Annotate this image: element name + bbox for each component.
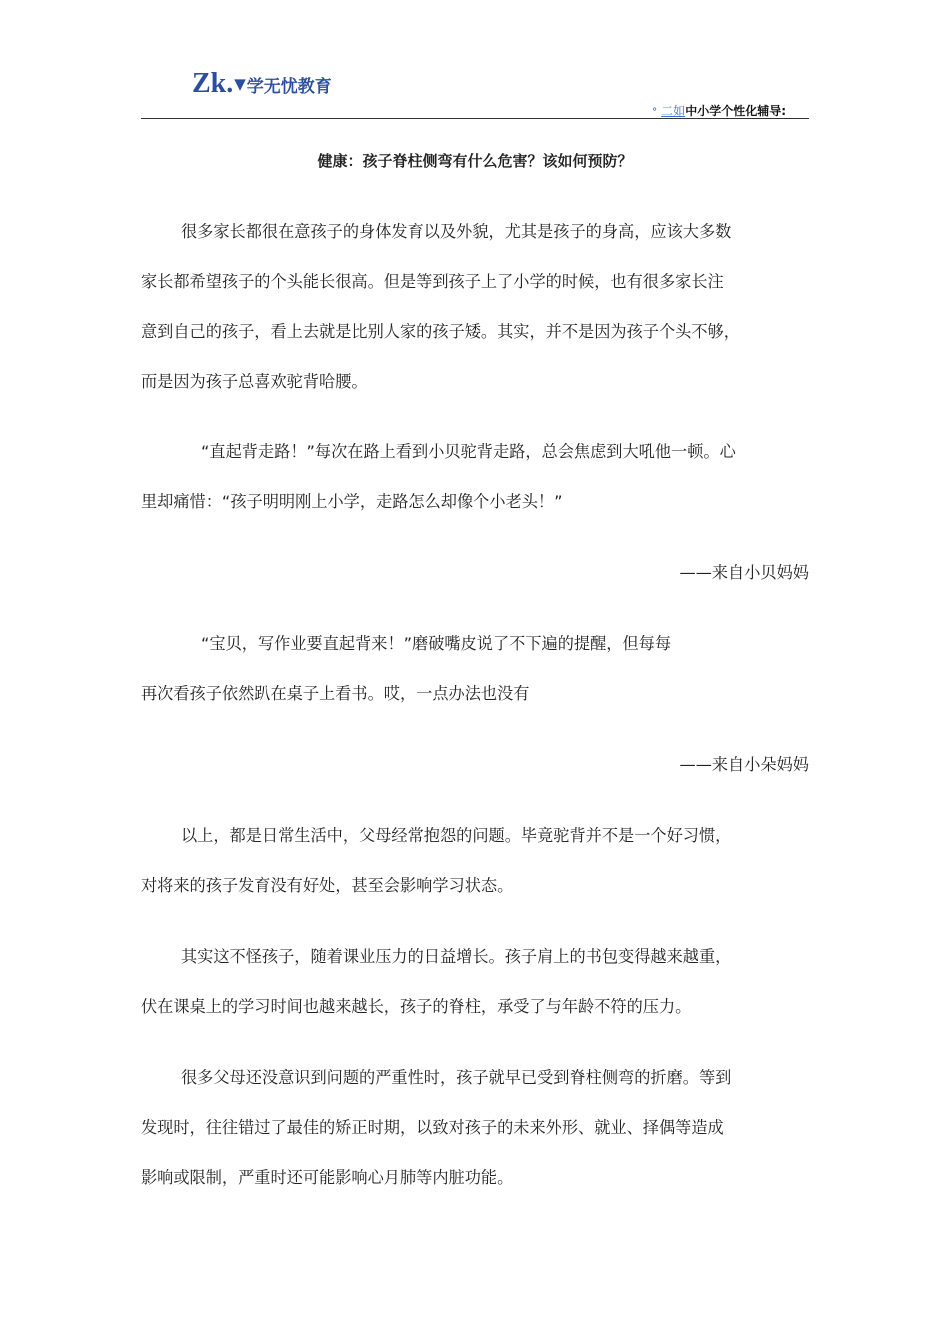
quote-xiaoduo (141, 619, 821, 719)
article-title: 健康：孩子脊柱侧弯有什么危害？该如何预防？ (317, 152, 633, 170)
header-tagline (652, 102, 786, 119)
paragraph-line: 其实这不怪孩子，随着课业压力的日益增长。孩子肩上的书包变得越来越重， (181, 947, 732, 966)
paragraph-line: 伏在课桌上的学习时间也越来越长，孩子的脊柱，承受了与年龄不符的压力。 (141, 997, 692, 1016)
paragraph-line: 发现时，往往错过了最佳的矫正时期，以致对孩子的未来外形、就业、择偶等造成 (141, 1118, 724, 1137)
paragraph-line: 而是因为孩子总喜欢驼背哈腰。 (141, 372, 368, 391)
quote-line: “宝贝，写作业要直起背来！”磨破嘴皮说了不下遍的提醒，但每每 (201, 634, 672, 653)
degree-mark: ° (652, 107, 658, 118)
brand-logo (192, 68, 332, 104)
paragraph-line: 以上，都是日常生活中，父母经常抱怨的问题。毕竟驼背并不是一个好习惯， (181, 826, 732, 845)
paragraph-intro (141, 207, 821, 407)
header-link[interactable]: 二如 (661, 104, 686, 118)
quote-xiaobei (141, 427, 821, 527)
logo-mark: Zk. (192, 68, 234, 99)
triangle-down-icon: ▼ (234, 75, 246, 93)
paragraph-line: 对将来的孩子发育没有好处，甚至会影响学习状态。 (141, 876, 514, 895)
quote-signature: ——来自小朵妈妈 (679, 755, 809, 774)
paragraph-line: 影响或限制，严重时还可能影响心月肺等内脏功能。 (141, 1168, 514, 1187)
paragraph-consequence (141, 1053, 821, 1203)
paragraph-cause (141, 932, 821, 1032)
paragraph-line: 很多家长都很在意孩子的身体发育以及外貌，尤其是孩子的身高，应该大多数 (181, 222, 732, 241)
paragraph-line: 很多父母还没意识到问题的严重性时，孩子就早已受到脊柱侧弯的折磨。等到 (181, 1068, 732, 1087)
quote-line: 再次看孩子依然趴在桌子上看书。哎，一点办法也没有 (141, 684, 530, 703)
quote-line: 里却痛惜：“孩子明明刚上小学，走路怎么却像个小老头！” (141, 492, 563, 511)
header-divider (141, 118, 809, 119)
paragraph-summary (141, 811, 821, 911)
logo-text: 学无忧教育 (246, 77, 332, 97)
header-tagline-text: 中小学个性化辅导: (685, 104, 786, 118)
paragraph-line: 意到自己的孩子，看上去就是比别人家的孩子矮。其实，并不是因为孩子个头不够， (141, 322, 740, 341)
paragraph-line: 家长都希望孩子的个头能长很高。但是等到孩子上了小学的时候，也有很多家长注 (141, 272, 724, 291)
quote-signature: ——来自小贝妈妈 (679, 563, 809, 582)
quote-line: “直起背走路！”每次在路上看到小贝驼背走路，总会焦虑到大吼他一顿。心 (201, 442, 736, 461)
